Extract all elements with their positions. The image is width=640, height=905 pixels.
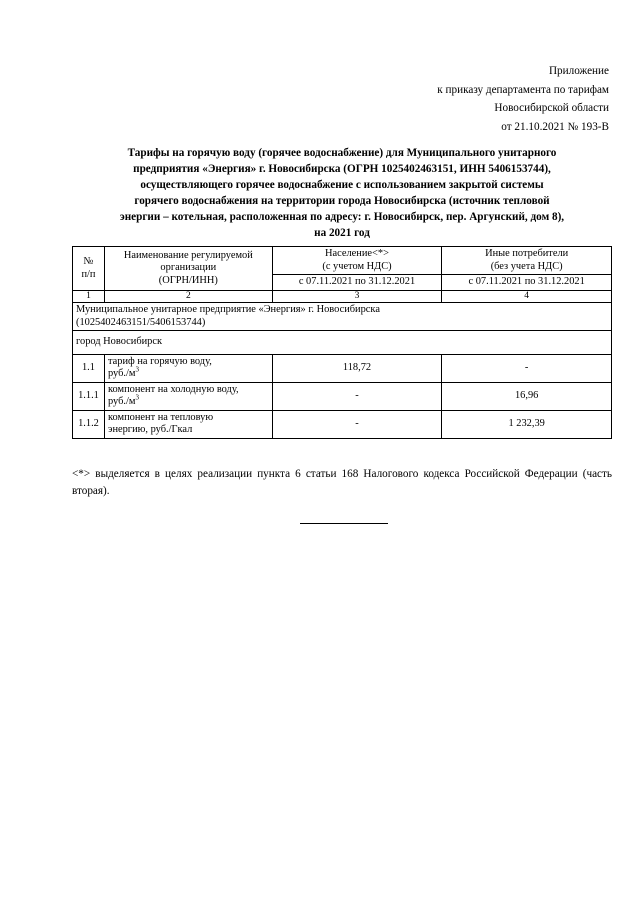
header-num (73, 247, 105, 291)
row-name-unit: руб./м (107, 368, 136, 379)
title-line: на 2021 год (314, 227, 370, 239)
title-line: горячего водоснабжения на территории города Новосибирска (источник тепловой (134, 195, 550, 207)
column-number: 1 (73, 291, 105, 303)
city-cell: город Новосибирск (73, 331, 612, 355)
header-num-abbr: п/п (81, 268, 96, 280)
appendix-order-ref: к приказу департамента по тарифам (437, 83, 609, 96)
appendix-header (437, 62, 609, 136)
title-line: осуществляющего горячее водоснабжение с использованием закрытой системы (140, 179, 544, 191)
title-line: энергии – котельная, расположенная по адресу: г. Новосибирск, пер. Аргунский, дом 8), (119, 211, 565, 223)
row-population-value: 118,72 (272, 354, 442, 382)
header-other (442, 247, 612, 275)
row-name-unit: руб./м (107, 396, 136, 407)
row-population-value: - (272, 410, 442, 438)
header-other-vat: (без учета НДС) (490, 260, 563, 272)
row-name (104, 382, 272, 410)
row-name-unit-line (108, 424, 269, 437)
appendix-date-number: от 21.10.2021 № 193-В (501, 120, 609, 133)
other-period: с 07.11.2021 по 31.12.2021 (442, 275, 612, 291)
column-number: 3 (272, 291, 442, 303)
row-name-unit-superscript: 3 (135, 393, 139, 402)
table-header-row (73, 247, 612, 275)
row-name-unit-superscript: 3 (135, 365, 139, 374)
row-number: 1.1.1 (73, 382, 105, 410)
header-org-text: (ОГРН/ИНН) (158, 274, 218, 286)
row-number: 1.1 (73, 354, 105, 382)
table-row (73, 382, 612, 410)
header-population-title: Население<*> (325, 248, 389, 259)
row-name-unit-line (107, 393, 269, 409)
document-title (72, 145, 612, 241)
row-number: 1.1.2 (73, 410, 105, 438)
end-separator-line (300, 523, 388, 524)
row-name-text: компонент на холодную воду, (107, 383, 239, 395)
column-number: 2 (104, 291, 272, 303)
tariff-table (72, 246, 612, 439)
header-population (272, 247, 442, 275)
row-name-unit: энергию, руб./Гкал (107, 424, 193, 435)
row-other-value: - (442, 354, 612, 382)
header-other-title: Иные потребители (485, 248, 569, 259)
appendix-label: Приложение (548, 65, 609, 77)
header-org-text: Наименование регулируемой (123, 249, 253, 261)
row-name (104, 354, 272, 382)
title-line: предприятия «Энергия» г. Новосибирска (ОГРН 1025402463151, ИНН 5406153744), (133, 163, 551, 175)
header-population-vat: (с учетом НДС) (322, 260, 392, 272)
header-org (104, 247, 272, 291)
footnote: <*> выделяется в целях реализации пункта 6 статьи 168 Налогового кодекса Российской Федерации (часть вторая). (72, 468, 612, 497)
city-row (73, 331, 612, 355)
row-population-value: - (272, 382, 442, 410)
column-number: 4 (442, 291, 612, 303)
row-name-unit-line (107, 365, 269, 381)
organization-ids: (1025402463151/5406153744) (76, 316, 206, 328)
table-row (73, 354, 612, 382)
row-name-text: компонент на тепловую (107, 411, 214, 423)
population-period: с 07.11.2021 по 31.12.2021 (272, 275, 442, 291)
row-name (104, 410, 272, 438)
row-other-value: 16,96 (442, 382, 612, 410)
header-num-symbol: № (83, 256, 94, 267)
organization-name: Муниципальное унитарное предприятие «Энергия» г. Новосибирска (76, 304, 380, 315)
row-other-value: 1 232,39 (442, 410, 612, 438)
table-row (73, 410, 612, 438)
organization-row (73, 303, 612, 331)
header-org-text: организации (160, 262, 217, 274)
organization-cell (73, 303, 612, 331)
row-name-text: тариф на горячую воду, (107, 355, 212, 367)
column-number-row (73, 291, 612, 303)
appendix-region: Новосибирской области (494, 102, 609, 114)
title-line: Тарифы на горячую воду (горячее водоснабжение) для Муниципального унитарного (127, 147, 557, 159)
